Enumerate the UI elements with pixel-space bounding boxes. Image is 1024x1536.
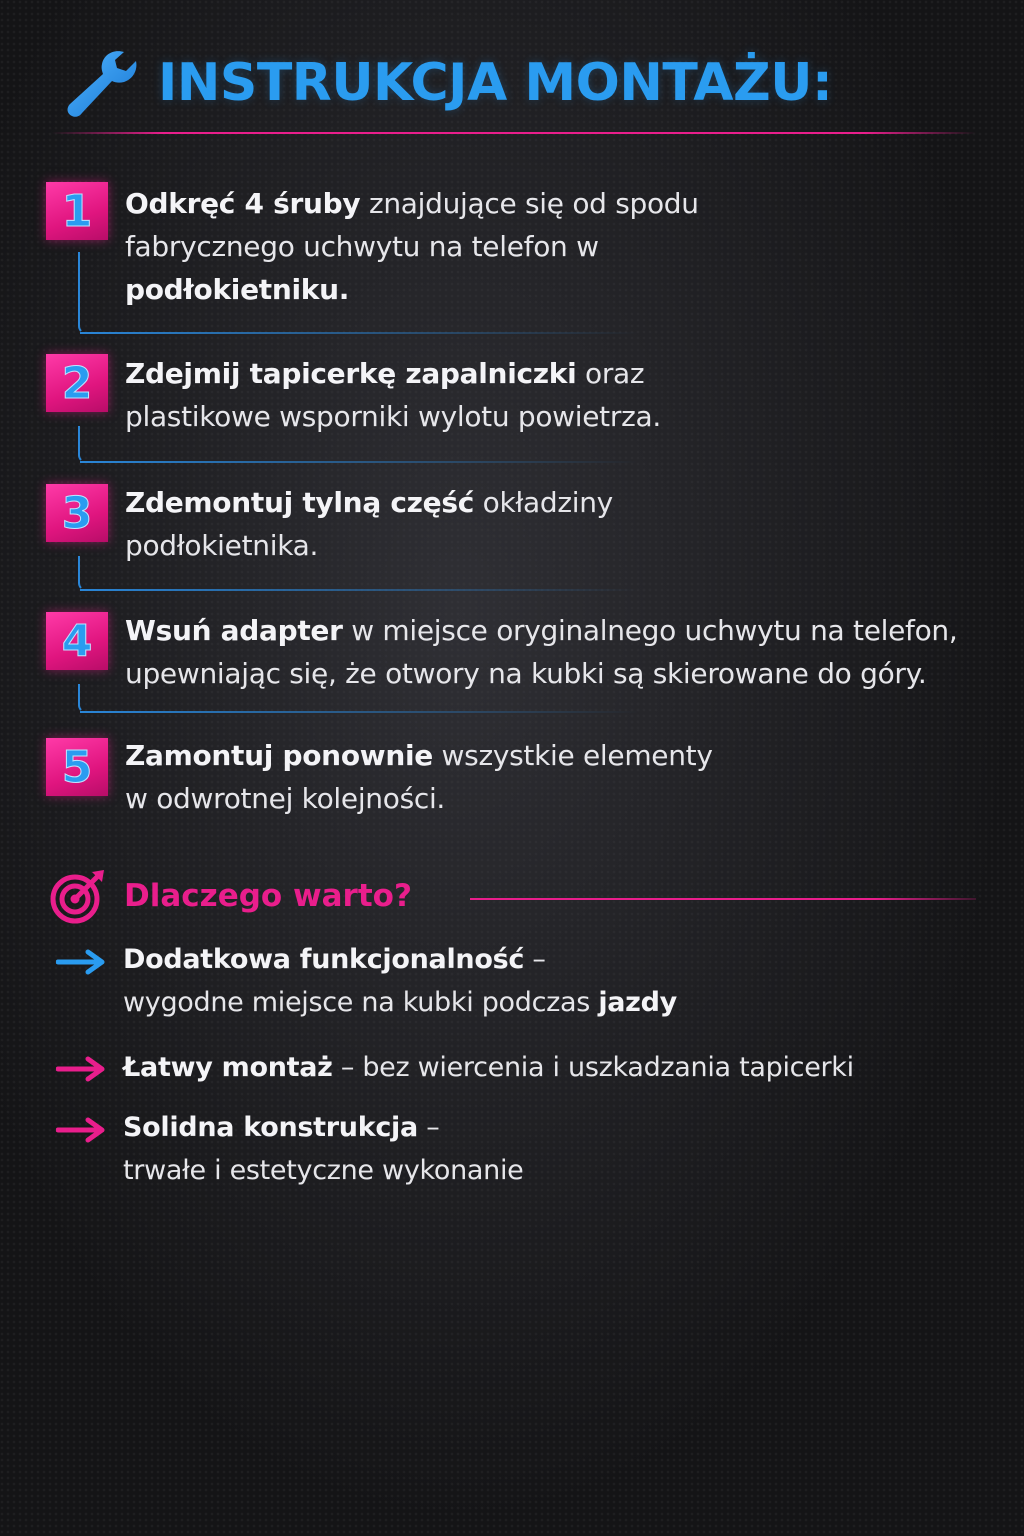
step-text-3 — [125, 481, 1005, 567]
wrench-icon — [62, 48, 138, 118]
step-number-label: 1 — [61, 185, 93, 237]
title-divider — [52, 132, 976, 134]
step-number-5 — [46, 738, 108, 796]
step-5-text1: wszystkie elementy — [432, 739, 713, 772]
benefit-item-3 — [123, 1106, 1003, 1192]
arrow-right-icon — [56, 948, 108, 976]
benefit-2-bold: Łatwy montaż — [123, 1052, 333, 1083]
step-number-label: 2 — [61, 357, 93, 409]
step-4-text1: w miejsce oryginalnego uchwytu na telefon, — [342, 614, 958, 647]
target-icon — [48, 866, 108, 926]
step-2-bold: Zdejmij tapicerkę zapalniczki — [125, 357, 577, 390]
arrow-right-icon — [56, 1055, 108, 1083]
step-1-bold2: podłokietniku. — [125, 273, 350, 306]
step-2-text1: oraz — [576, 357, 645, 390]
benefit-item-1 — [123, 938, 1003, 1024]
step-2-text2: plastikowe wsporniki wylotu powietrza. — [125, 400, 661, 433]
benefits-header — [48, 866, 412, 926]
benefit-1-bold2: jazdy — [598, 987, 677, 1018]
step-1-bold: Odkręć 4 śruby — [125, 187, 361, 220]
step-number-label: 4 — [61, 615, 93, 667]
step-5-bold: Zamontuj ponownie — [125, 739, 433, 772]
benefits-divider — [470, 898, 976, 900]
benefit-2-sep: – bez wiercenia i uszkadzania tapicerki — [332, 1052, 854, 1083]
step-text-5 — [125, 734, 1005, 820]
step-1-text1: znajdujące się od spodu — [360, 187, 699, 220]
step-1-text2: fabrycznego uchwytu na telefon w — [125, 230, 599, 263]
benefits-title: Dlaczego warto? — [124, 878, 412, 914]
benefit-3-bold: Solidna konstrukcja — [123, 1112, 418, 1143]
step-number-3 — [46, 484, 108, 542]
page-title: INSTRUKCJA MONTAŻU: — [158, 53, 833, 113]
title-row — [62, 48, 832, 118]
step-connector — [78, 426, 638, 463]
step-text-4 — [125, 609, 1005, 695]
step-4-bold: Wsuń adapter — [125, 614, 343, 647]
step-number-1 — [46, 182, 108, 240]
step-3-text2: podłokietnika. — [125, 529, 319, 562]
step-3-text1: okładziny — [474, 486, 613, 519]
step-4-text2: upewniając się, że otwory na kubki są skierowane do góry. — [125, 657, 927, 690]
step-number-4 — [46, 612, 108, 670]
step-3-bold: Zdemontuj tylną część — [125, 486, 475, 519]
arrow-right-icon — [56, 1116, 108, 1144]
step-connector — [78, 684, 638, 713]
step-5-text2: w odwrotnej kolejności. — [125, 782, 446, 815]
benefit-1-bold: Dodatkowa funkcjonalność — [123, 944, 525, 975]
step-number-2 — [46, 354, 108, 412]
step-number-label: 5 — [61, 741, 93, 793]
step-connector — [78, 252, 638, 334]
benefit-item-2 — [123, 1046, 1003, 1089]
step-connector — [78, 556, 638, 591]
benefit-1-sep: – — [524, 944, 546, 975]
benefit-1-text: wygodne miejsce na kubki podczas — [123, 987, 599, 1018]
benefit-3-text: trwałe i estetyczne wykonanie — [123, 1155, 524, 1186]
benefit-3-sep: – — [417, 1112, 440, 1143]
step-number-label: 3 — [61, 487, 93, 539]
